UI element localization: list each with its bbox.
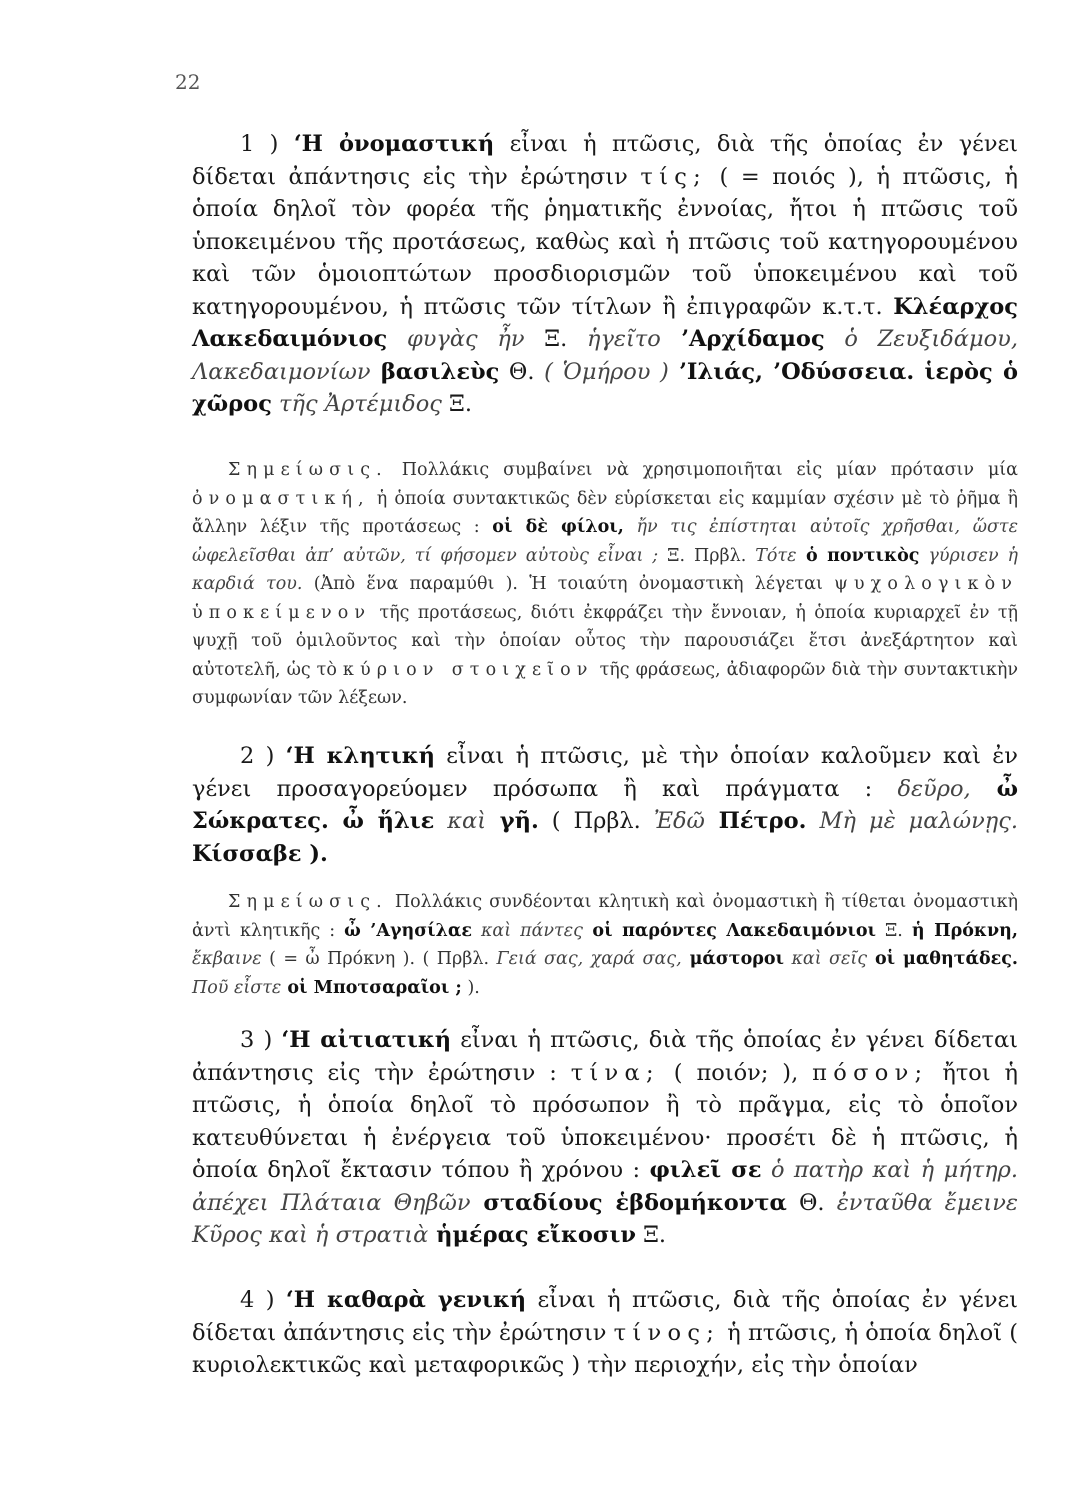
note-nominative [192, 456, 1018, 713]
bold-example: γῆ. [486, 808, 539, 834]
text: Θ. [499, 358, 545, 385]
heading-term: ‘Η καθαρὰ γενική [285, 1287, 527, 1313]
bold-example: βασιλεὺς [370, 358, 500, 385]
heading-term: ‘Η κλητική [285, 743, 435, 769]
italic-text: ἡγεῖτο [586, 326, 661, 352]
heading-term: ‘Η αἰτιατική [281, 1027, 452, 1053]
paragraph-nominative [192, 128, 1018, 421]
text: τῆς προτάσεως, διότι ἐκφράζει τὴν ἔννοιαν, ἡ ὁποία κυριαρχεῖ ἐν τῇ ψυχῇ τοῦ ὁμιλοῦντος καὶ τὴν ὁποίαν οὗτος τὴν παρουσιάζει ἔτσι ἀνεξάρτητον καὶ αὐτοτελῆ, ὡς τὸ [192, 602, 1018, 680]
text: 1 ) [240, 131, 294, 157]
bold-example: ἡ Πρόκνη, [911, 920, 1018, 941]
text: Ξ. [635, 1222, 667, 1248]
text: ( = ὦ Πρόκνη ). ( Πρβλ. [261, 949, 497, 969]
text: Ξ. [876, 920, 912, 941]
heading-term: ‘Η ὀνομαστική [293, 131, 495, 157]
bold-example: ὁ ποντικὸς [796, 545, 920, 566]
text: Θ. [786, 1189, 837, 1216]
bold-example: ἡμέρας εἴκοσιν [428, 1222, 636, 1248]
italic-text: ὁ Ζευξιδάμου, Λακεδαιμονίων [192, 326, 1018, 385]
paragraph-accusative [192, 1024, 1018, 1252]
italic-text: τῆς Ἀρτέμιδος [271, 391, 442, 417]
text: Πολλάκις συμβαίνει νὰ χρησιμοποιῆται εἰς μίαν πρότασιν μία [387, 460, 1018, 480]
text: Πολλάκις συνδέονται κλητικὴ καὶ ὀνομαστικὴ ἢ τίθεται ὀνομαστικὴ ἀντὶ κλητικῆς : [192, 892, 1018, 941]
text: 3 ) [240, 1027, 282, 1053]
bold-example: Κλέαρχος Λακεδαιμόνιος [192, 293, 1018, 352]
bold-example: οἱ μαθητάδες. [867, 949, 1019, 969]
italic-text: ἔκβαινε [192, 949, 262, 969]
text: ). [461, 977, 480, 998]
italic-text: καὶ πάντες [471, 920, 583, 941]
spaced-text: τίνος; [613, 1319, 721, 1346]
page-number: 22 [175, 70, 201, 94]
bold-example: οἱ παρόντες Λακεδαιμόνιοι [582, 920, 877, 941]
bold-example: Κίσσαβε ). [192, 840, 328, 867]
italic-text: Ποῦ εἶστε [192, 977, 282, 998]
note-label: Σημείωσις. [228, 892, 388, 912]
text: Ξ. [441, 391, 473, 417]
text: ἡ πτῶσις, ἡ ὁποία δηλοῖ ( κυριολεκτικῶς καὶ μεταφορικῶς ) τὴν περιοχήν, εἰς τὴν ὁποίαν [192, 1319, 1018, 1378]
text: ἤτοι ἡ πτῶσις, ἡ ὁποία δηλοῖ τὸ πρόσωπον ἢ τὸ πρᾶγμα, εἰς τὸ ὁποῖον κατευθύνεται ἡ ἐνέργεια τοῦ ὑποκειμένου· προσέτι δὲ ἡ πτῶσις, ἡ ὁποία δηλοῖ ἔκτασιν τόπου ἢ χρόνου : [192, 1059, 1018, 1183]
bold-example: Πέτρο. [704, 808, 807, 834]
italic-text: ὁ πατὴρ καὶ ἡ μήτηρ. ἀπέχει Πλάταια Θηβῶν [192, 1157, 1018, 1216]
text: Ξ. [524, 326, 587, 352]
italic-text: ἐνταῦθα ἔμεινε Κῦρος καὶ ἡ στρατιὰ [192, 1189, 1018, 1248]
note-label: Σημείωσις. [228, 460, 388, 480]
bold-example: φιλεῖ σε [649, 1157, 762, 1183]
bold-example: σταδίους ἑβδομήκοντα [470, 1189, 787, 1216]
spaced-text: πόσον; [812, 1059, 929, 1086]
bold-example: ’Αρχίδαμος [660, 326, 825, 352]
text: Ξ. Πρβλ. [658, 545, 756, 566]
spaced-text: τίς; [640, 163, 707, 190]
italic-text: Ἐδῶ [653, 808, 705, 834]
text: ( = ποιός ), ἡ πτῶσις, ἡ ὁποία δηλοῖ τὸν φορέα τῆς ῥηματικῆς ἐννοίας, ἤτοι ἡ πτῶσις τοῦ ὑποκειμένου τῆς προτάσεως, καθὼς καὶ ἡ πτῶσις τοῦ κατηγορουμένου καὶ τῶν ὁμοιοπτώτων προσδιορισμῶν τοῦ ὑποκειμένου καὶ τοῦ κατηγορουμένου, ἡ πτῶσις τῶν τίτλων ἢ ἐπιγραφῶν κ.τ.τ. [192, 163, 1019, 320]
spaced-text: ψυχολογικὸν ὑποκείμενον [192, 574, 1018, 623]
bold-example: ὦ ’Αγησίλαε [344, 920, 472, 941]
italic-text: ( Ὁμήρου ) [544, 358, 669, 385]
text: εἶναι ἡ πτῶσις, διὰ τῆς ὁποίας ἐν γένει δίδεται ἀπάντησις εἰς τὴν ἐρώτησιν [192, 1287, 1018, 1346]
text: ἡ ὁποία συντακτικῶς δὲν εὑρίσκεται εἰς καμμίαν σχέσιν μὲ τὸ ῥῆμα ἢ ἄλλην λέξιν τῆς προτάσεως : [192, 488, 1018, 537]
spaced-text: τίνα; [570, 1059, 660, 1086]
text: εἶναι ἡ πτῶσις, διὰ τῆς ὁποίας ἐν γένει δίδεται ἀπάντησις εἰς τὴν ἐρώτησιν [192, 131, 1018, 190]
text: (Ἀπὸ ἕνα παραμύθι ). Ἡ τοιαύτη ὀνομαστικὴ λέγεται [302, 574, 835, 594]
bold-example: ὦ Σώκρατες. ὦ ἥλιε [192, 775, 1018, 834]
italic-text: φυγὰς ἦν [387, 326, 525, 352]
text: τῆς φράσεως, ἀδιαφορῶν διὰ τὴν συντακτικὴν συμφωνίαν τῶν λέξεων. [192, 659, 1018, 708]
spaced-text: κύριον στοιχεῖον [342, 659, 594, 680]
text: 2 ) [240, 743, 286, 769]
text: ( ποιόν; ), [659, 1059, 813, 1086]
paragraph-vocative [192, 740, 1018, 870]
bold-example: οἱ δὲ φίλοι, [492, 517, 624, 537]
spaced-text: ὀνομαστική, [192, 488, 370, 509]
italic-text: καὶ σεῖς [784, 949, 868, 969]
text: 4 ) [240, 1287, 286, 1313]
text: εἶναι ἡ πτῶσις, διὰ τῆς ὁποίας ἐν γένει δίδεται ἀπάντησις εἰς τὴν ἐρώτησιν : [192, 1027, 1019, 1086]
italic-text: γύρισεν ἡ καρδιά του. [192, 545, 1018, 594]
paragraph-genitive [192, 1284, 1018, 1382]
italic-text: Τότε [755, 545, 797, 566]
italic-text: Γειά σας, χαρά σας, [496, 949, 682, 969]
bold-example: οἱ Μποτσαραῖοι ; [281, 977, 462, 998]
bold-example: ’Ιλιάς, ’Οδύσσεια. ἱερὸς ὁ χῶρος [192, 358, 1018, 417]
bold-example: μάστοροι [681, 949, 785, 969]
text: εἶναι ἡ πτῶσις, μὲ τὴν ὁποίαν καλοῦμεν καὶ ἐν γένει προσαγορεύομεν πρόσωπα ἢ καὶ πράγματα : [192, 743, 1018, 802]
italic-text: δεῦρο, [897, 775, 971, 802]
text: ( Πρβλ. [538, 808, 654, 834]
italic-text: Μὴ μὲ μαλώνῃς. [806, 808, 1018, 834]
italic-text: ἤν τις ἐπίστηται αὐτοῖς χρῆσθαι, ὥστε ὠφελεῖσθαι ἀπ’ αὐτῶν, τί φήσομεν αὐτοὺς εἶναι ; [192, 517, 1018, 566]
note-vocative [192, 888, 1018, 1002]
italic-text: καὶ [434, 808, 487, 834]
